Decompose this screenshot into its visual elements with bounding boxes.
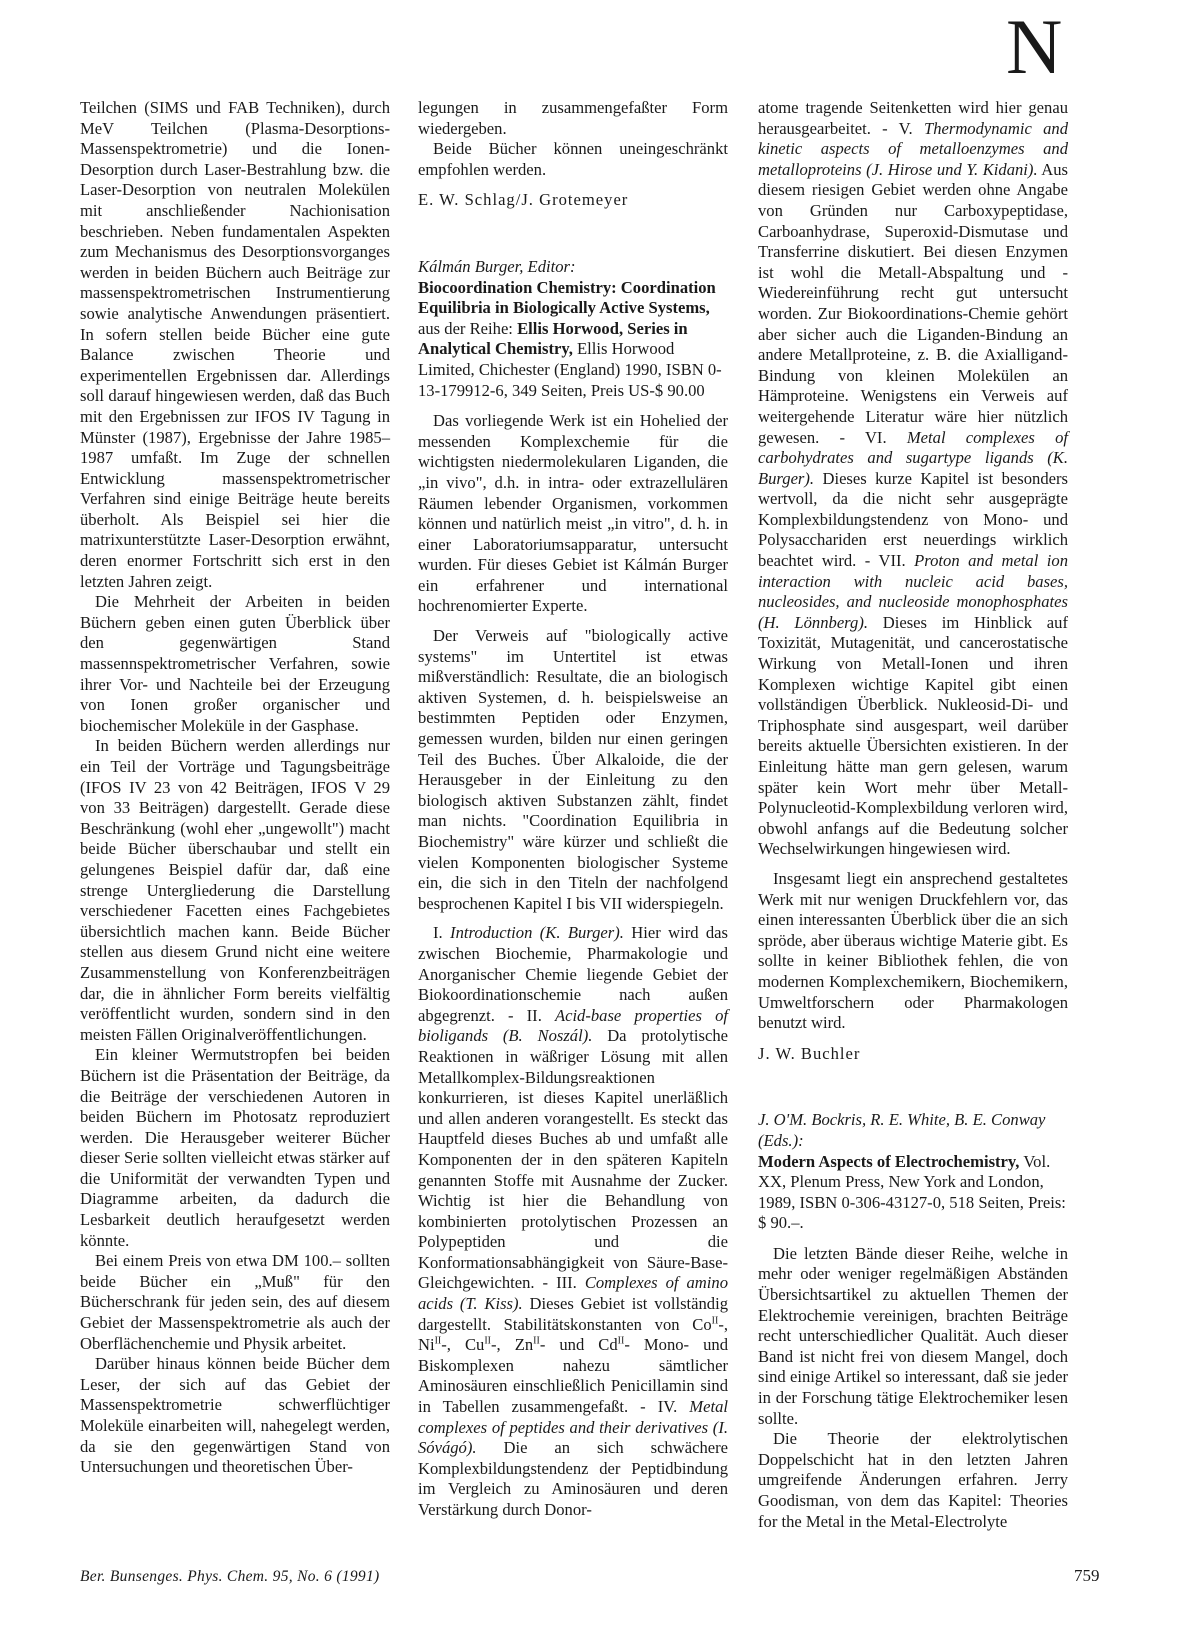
ref1-publisher: Ellis Horwood Limited, Chichester (England) 1990, ISBN 0-13-179912-6, 349 Seiten, Preis US-$ 90.00 bbox=[418, 339, 722, 400]
book-reference-electrochemistry bbox=[758, 1110, 1068, 1234]
sup-ii-cu: II bbox=[484, 1335, 492, 1347]
ref1-editor: Kálmán Burger, Editor: bbox=[418, 256, 576, 276]
ref1-series-prefix: aus der Reihe: bbox=[418, 318, 513, 338]
col1-paragraph-3: In beiden Büchern werden allerdings nur ein Teil der Vorträge und Tagungsbeiträge (IFOS IV 23 von 42 Beiträgen, IFOS V 29 von 33 Beiträgen) dargestellt. Gerade diese Beschränkung (wohl eher „ungewollt") macht beide Bücher überschaubar und stellt ein gelungenes Beispiel dafür dar, daß eine strenge Untergliederung die Darstellung verschiedener Facetten eines Fachgebietes übersichtlich machen kann. Beide Bücher stellen aus diesem Grund nicht eine weitere Zusammenstellung von Konferenzbeiträgen dar, die in ähnlicher Form bereits vielfältig veröffentlicht wurden, sondern sind in den meisten Fällen Originalveröffentlichungen. bbox=[80, 736, 390, 1044]
chapter-2-title: Acid-base properties of bioligands (B. Noszál). bbox=[418, 1005, 728, 1046]
sup-ii-cd: II bbox=[617, 1335, 625, 1347]
col3-text-d: Dieses im Hinblick auf Toxizität, Mutagenität, und cancerostatische Wirkung von Metall-Ionen und ihren Komplexen wichtige Kapitel gibt einen vollständigen Überblick. Nukleosid-Di- und Triphosphate sind ausgespart, weil darüber bereits aktuelle Übersichten existieren. In der Einleitung hätte man gern gelesen, warum später kein Wort mehr über Metall-Polynucleotid-Komplexbildung verloren wird, obwohl anfangs auf die Bedeutung solcher Wechselwirkungen hingewiesen wird. bbox=[758, 612, 1068, 859]
ref2-title: Modern Aspects of Electrochemistry, bbox=[758, 1151, 1020, 1171]
reviewer-signature-1: E. W. Schlag/J. Grotemeyer bbox=[418, 190, 629, 210]
col3-paragraph-3: Die letzten Bände dieser Reihe, welche in mehr oder weniger regelmäßigen Abständen Übersichtsartikel zu aktuellen Themen der Elektrochemie vereinigen, brachten Beiträge recht unterschiedlicher Qualität. Auch dieser Band ist nicht frei von diesem Mangel, doch sind einige Artikel so interessant, daß sie jeder in der Forschung tätige Elektrochemiker lesen sollte. bbox=[758, 1243, 1068, 1428]
col3-paragraph-2: Insgesamt liegt ein ansprechend gestaltetes Werk mit nur wenigen Druckfehlern vor, das einen interessanten Überblick über die an sich spröde, aber überaus wichtige Materie gibt. Es sollte in keiner Bibliothek fehlen, die von modernen Komplexchemikern, Biochemikern, Umweltforschern oder Pharmakologen benutzt wird. bbox=[758, 868, 1068, 1033]
sup-ii-zn: II bbox=[533, 1335, 540, 1347]
col3-paragraph-4: Die Theorie der elektrolytischen Doppelschicht hat in den letzten Jahren umgreifende Änderungen erfahren. Jerry Goodisman, von dem das Kapitel: Theories for the Metal in the Metal-Electrolyte bbox=[758, 1429, 1068, 1531]
column-2 bbox=[418, 98, 728, 1521]
sup-ii-co: II bbox=[711, 1315, 719, 1327]
ref2-editor: J. O'M. Bockris, R. E. White, B. E. Conway (Eds.): bbox=[758, 1110, 1046, 1150]
chapter-4-title: Metal complexes of peptides and their derivatives (I. Sóvágó). bbox=[418, 1397, 729, 1458]
col1-paragraph-4: Ein kleiner Wermutstropfen bei beiden Büchern ist die Präsentation der Beiträge, da die Beiträge der verschiedenen Autoren in beiden Büchern im Photosatz reproduziert werden. Die Herausgeber weiterer Bücher dieser Serie sollten vielleicht etwas stärker auf die Uniformität der verwandten Typen und Diagramme arbeiten, da dadurch die Lesbarkeit deutlich heraufgesetzt werden könnte. bbox=[80, 1045, 390, 1250]
chapter-5-title: Thermodynamic and kinetic aspects of metalloenzymes and metalloproteins (J. Hirose und Y. Kidani). bbox=[758, 118, 1068, 179]
book-reference-biocoordination bbox=[418, 257, 728, 401]
col2-paragraph-chapters bbox=[418, 923, 728, 1520]
column-1 bbox=[80, 98, 390, 1478]
col3-text-c: Dieses kurze Kapitel ist besonders wertvoll, da die nicht sehr ausgeprägte Komplexbildungstendenz von Mono- und Polysacchariden erst neuerdings wirklich beachtet wird. - VII. bbox=[758, 468, 1068, 571]
col2-paragraph-3: Das vorliegende Werk ist ein Hohelied der messenden Komplexchemie für die wichtigsten niedermolekularen Liganden, die „in vivo", d.h. in intra- oder extrazellulären Räumen lebender Organismen, vorkommen können und natürlich meist „in vitro", d. h. in einer Laboratoriumsapparatur, untersucht wurden. Für dieses Gebiet ist Kálmán Burger ein erfahrener und international hochrenomierter Experte. bbox=[418, 411, 728, 616]
reviewer-signature-2: J. W. Buchler bbox=[758, 1043, 861, 1063]
chapter-3-text-b: -, Ni bbox=[418, 1314, 728, 1355]
col1-paragraph-2: Die Mehrheit der Arbeiten in beiden Büchern geben einen guten Überblick über den gegenwärtigen Stand massennspektrometrischer Verfahren, sowie ihrer Vor- und Nachteile bei der Erzeugung von Ionen großer organischer und biochemischer Moleküle in der Gasphase. bbox=[80, 592, 390, 735]
chapter-4-text: Die an sich schwächere Komplexbildungstendenz der Peptidbindung im Vergleich zu Aminosäuren und deren Verstärkung durch Donor- bbox=[418, 1438, 728, 1519]
col3-paragraph-1 bbox=[758, 98, 1068, 860]
col2-paragraph-4: Der Verweis auf "biologically active systems" im Untertitel ist etwas mißverständlich: Resultate, die an biologisch aktiven Systemen, d. h. beispielsweise an bestimmten Peptiden oder Enzymen, gemessen wurden, bilden nur einen geringen Teil des Buches. Über Alkaloide, die der Herausgeber in der Einleitung zu den biologisch aktiven Substanzen zählt, findet man nichts. "Coordination Equilibria in Biochemistry" wäre kürzer und schließt die vielen Komponenten biologischer Systeme ein, die sich in den Titeln der nachfolgend besprochenen Kapitel I bis VII widerspiegeln. bbox=[418, 626, 728, 913]
section-letter: N bbox=[1006, 3, 1063, 90]
col1-paragraph-5: Bei einem Preis von etwa DM 100.– sollten beide Bücher ein „Muß" für den Bücherschrank für jeden sein, des auf diesem Gebiet der Massenspektrometrie als auch der Oberflächenchemie und Physik arbeitet. bbox=[80, 1251, 390, 1353]
chapter-3-text-a: Dieses Gebiet ist vollständig dargestellt. Stabilitätskonstanten von Co bbox=[418, 1294, 729, 1334]
col1-paragraph-6: Darüber hinaus können beide Bücher dem Leser, der sich auf das Gebiet der Massenspektrometrie schwerflüchtiger Moleküle einarbeiten will, nahegelegt werden, da sie den gegenwärtigen Stand von Untersuchungen und theoretischen Über- bbox=[80, 1354, 390, 1477]
chapter-3-text-d: -, Zn bbox=[491, 1335, 534, 1355]
chapter-2-text: Da protolytische Reaktionen in wäßriger Lösung mit allen Metallkomplex-Bildungsreaktionen konkurrieren, ist dieses Kapitel unerläßlich und allen anderen vorangestellt. Es steckt das Hauptfeld dieses Buches ab und umfaßt alle Komponenten der in den späteren Kapiteln genannten Stoffe mit Ausnahme der Zucker. Wichtig ist hier die Behandlung von kombinierten protolytischen Prozessen an Polypeptiden und die Konformationsabhängigkeit von Säure-Base-Gleichgewichten. - III. bbox=[418, 1026, 728, 1293]
chapter-3-text-f: - Mono- und Biskomplexen nahezu sämtlicher Aminosäuren einschließlich Penicillamin sind in Tabellen zusammengefaßt. - IV. bbox=[418, 1335, 728, 1417]
ref1-title: Biocoordination Chemistry: Coordination Equilibria in Biologically Active Systems, bbox=[418, 277, 716, 318]
col3-text-b: Aus diesem riesigen Gebiet werden ohne Angabe von Gründen nur Carboxypeptidase, Carboanhydrase, Superoxid-Dismutase und Transferrine diskutiert. Bei diesen Enzymen ist wohl die Metall-Abspaltung und -Wiedereinführung recht gut untersucht worden. Zur Biokoordinations-Chemie gehört aber sicher auch die Liganden-Bindung an andere Metallproteine, z. B. die Axialligand-Bindung von kleinen Molekülen an Hämproteine. Wenigstens ein Verweis auf weitergehende Literatur wäre hier nützlich gewesen. - VI. bbox=[758, 159, 1068, 447]
ref2-publisher: Vol. XX, Plenum Press, New York and London, 1989, ISBN 0-306-43127-0, 518 Seiten, Preis: $ 90.–. bbox=[758, 1151, 1066, 1233]
col2-paragraph-1: legungen in zusammengefaßter Form wiedergeben. bbox=[418, 98, 728, 138]
page-number: 759 bbox=[1074, 1566, 1100, 1585]
chapter-1-number: I. bbox=[433, 923, 443, 943]
chapter-6-title: Metal complexes of carbohydrates and sugartype ligands (K. Burger). bbox=[758, 427, 1069, 488]
chapter-3-title: Complexes of amino acids (T. Kiss). bbox=[418, 1273, 728, 1314]
sup-ii-ni: II bbox=[434, 1335, 442, 1347]
chapter-1-title: Introduction (K. Burger). bbox=[450, 923, 624, 943]
ref1-series: Ellis Horwood, Series in Analytical Chemistry, bbox=[418, 318, 688, 359]
col1-paragraph-1: Teilchen (SIMS und FAB Techniken), durch MeV Teilchen (Plasma-Desorptions-Massenspektrometrie) und die Ionen-Desorption durch Laser-Bestrahlung bzw. die Laser-Desorption von neutralen Molekülen mit anschließender Nachionisation beschrieben. Neben fundamentalen Aspekten zum Mechanismus des Desorptionsvorganges werden in beiden Büchern auch Beiträge zur massenspektrometrischen Instrumentierung sowie analytische Anwendungen präsentiert. In sofern stellen beide Bücher eine gute Balance zwischen Theorie und experimentellen Ergebnissen dar. Allerdings soll darauf hingewiesen werden, daß das Buch mit den Ergebnissen zur IFOS IV Tagung in Münster (1987), Ergebnisse der Jahre 1985–1987 umfaßt. Im Zuge der schnellen Entwicklung massenspektrometrischer Verfahren sind einige Beiträge heute bereits überholt. Als Beispiel sei hier die matrixunterstützte Laser-Desorption erwähnt, deren enormer Fortschritt sich erst in den letzten Jahren zeigt. bbox=[80, 98, 390, 591]
chapter-7-title: Proton and metal ion interaction with nucleic acid bases, nucleosides, and nucleoside monophosphates (H. Lönnberg). bbox=[758, 551, 1069, 632]
column-3 bbox=[758, 98, 1068, 1532]
chapter-3-text-c: -, Cu bbox=[441, 1335, 485, 1355]
col3-text-a: atome tragende Seitenketten wird hier genau herausgearbeitet. - V. bbox=[758, 98, 1068, 138]
journal-citation: Ber. Bunsenges. Phys. Chem. 95, No. 6 (1991) bbox=[80, 1568, 380, 1585]
chapter-1-text: Hier wird das zwischen Biochemie, Pharmakologie und Anorganischer Chemie liegende Gebiet der Biokoordinationschemie nach außen abgegrenzt. - II. bbox=[418, 923, 728, 1025]
chapter-3-text-e: - und Cd bbox=[539, 1335, 618, 1355]
col2-paragraph-2: Beide Bücher können uneingeschränkt empfohlen werden. bbox=[418, 139, 728, 179]
